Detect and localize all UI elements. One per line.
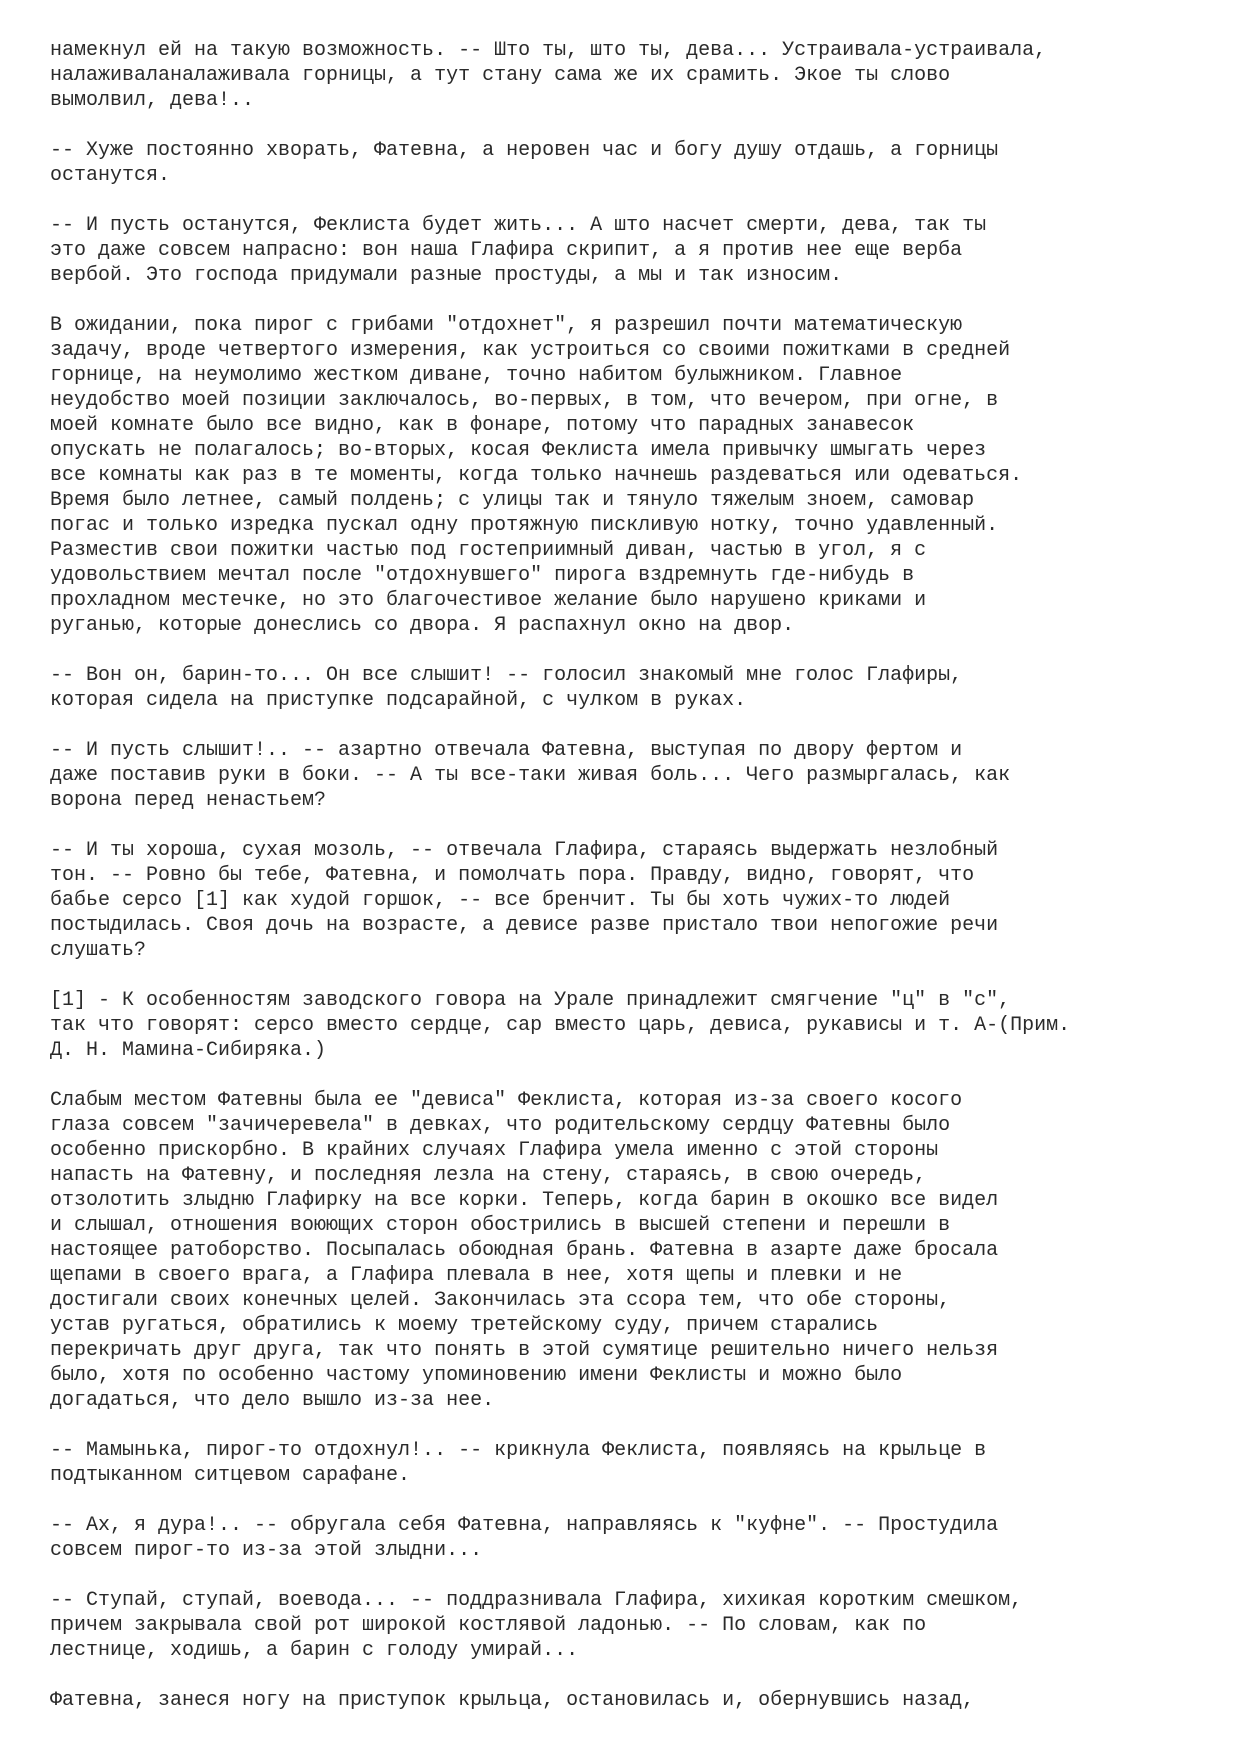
text-line: останутся. — [50, 164, 171, 187]
text-line: погас и только изредка пускал одну протяжную пискливую нотку, точно удавленный. — [50, 514, 999, 537]
text-line: догадаться, что дело вышло из-за нее. — [50, 1389, 495, 1412]
text-line: щепами в своего врага, а Глафира плевала в нее, хотя щепы и плевки и не — [50, 1264, 903, 1287]
text-line: глаза совсем "зачичеревела" в девках, что родительскому сердцу Фатевны было — [50, 1114, 951, 1137]
text-line: -- И ты хороша, сухая мозоль, -- отвечала Глафира, стараясь выдержать незлобный — [50, 839, 999, 862]
text-line: Слабым местом Фатевны была ее "девиса" Феклиста, которая из-за своего косого — [50, 1089, 963, 1112]
text-line: устав ругаться, обратились к моему третейскому суду, причем старались — [50, 1314, 879, 1337]
text-line: В ожидании, пока пирог с грибами "отдохнет", я разрешил почти математическую — [50, 314, 963, 337]
text-line: налаживаланалаживала горницы, а тут стану сама же их срамить. Экое ты слово — [50, 64, 951, 87]
text-line: моей комнате было все видно, как в фонаре, потому что парадных занавесок — [50, 414, 915, 437]
text-line: достигали своих конечных целей. Закончилась эта ссора тем, что обе стороны, — [50, 1289, 951, 1312]
text-line: слушать? — [50, 939, 147, 962]
text-line: совсем пирог-то из-за этой злыдни... — [50, 1539, 483, 1562]
text-line: Фатевна, занеся ногу на приступок крыльца, остановилась и, обернувшись назад, — [50, 1689, 975, 1712]
text-line: задачу, вроде четвертого измерения, как устроиться со своими пожитками в средней — [50, 339, 1011, 362]
text-line: Время было летнее, самый полдень; с улицы так и тянуло тяжелым зноем, самовар — [50, 489, 975, 512]
text-line: было, хотя по особенно частому упоминовению имени Феклисты и можно было — [50, 1364, 903, 1387]
text-line: намекнул ей на такую возможность. -- Што ты, што ты, дева... Устраивала-устраивала, — [50, 39, 1047, 62]
text-line: горнице, на неумолимо жестком диване, точно набитом булыжником. Главное — [50, 364, 903, 387]
paragraph-gap — [50, 963, 1230, 988]
text-line: напасть на Фатевну, и последняя лезла на стену, стараясь, в свою очередь, — [50, 1164, 927, 1187]
text-line: вымолвил, дева!.. — [50, 89, 255, 112]
text-line: лестнице, ходишь, а барин с голоду умирай... — [50, 1639, 579, 1662]
text-line: особенно прискорбно. В крайних случаях Глафира умела именно с этой стороны — [50, 1139, 939, 1162]
text-line: -- И пусть останутся, Феклиста будет жить... А што насчет смерти, дева, так ты — [50, 214, 987, 237]
text-line: все комнаты как раз в те моменты, когда только начнешь раздеваться или одеваться. — [50, 464, 1023, 487]
footnote-line: Д. Н. Мамина-Сибиряка.) — [50, 1039, 327, 1062]
paragraph-gap — [50, 638, 1230, 663]
paragraph-gap — [50, 813, 1230, 838]
text-line: прохладном местечке, но это благочестивое желание было нарушено криками и — [50, 589, 927, 612]
text-line: даже поставив руки в боки. -- А ты все-таки живая боль... Чего размыргалась, как — [50, 764, 1011, 787]
text-line: -- И пусть слышит!.. -- азартно отвечала Фатевна, выступая по двору фертом и — [50, 739, 963, 762]
document-page — [50, 38, 1230, 1713]
text-line: постыдилась. Своя дочь на возрасте, а девисе разве пристало твои непогожие речи — [50, 914, 999, 937]
paragraph-gap — [50, 713, 1230, 738]
text-line: -- Ступай, ступай, воевода... -- поддразнивала Глафира, хихикая коротким смешком, — [50, 1589, 1023, 1612]
text-line: перекричать друг друга, так что понять в этой сумятице решительно ничего нельзя — [50, 1339, 999, 1362]
paragraph-gap — [50, 288, 1230, 313]
text-line: -- Вон он, барин-то... Он все слышит! -- голосил знакомый мне голос Глафиры, — [50, 664, 963, 687]
text-line: причем закрывала свой рот широкой костлявой ладонью. -- По словам, как по — [50, 1614, 927, 1637]
text-line: ворона перед ненастьем? — [50, 789, 327, 812]
text-line: которая сидела на приступке подсарайной, с чулком в руках. — [50, 689, 747, 712]
paragraph-gap — [50, 1413, 1230, 1438]
footnote-line: так что говорят: серсо вместо сердце, сар вместо царь, девиса, рукависы и т. А-(Прим. — [50, 1014, 1071, 1037]
text-line: опускать не полагалось; во-вторых, косая Феклиста имела привычку шмыгать через — [50, 439, 987, 462]
text-line: настоящее ратоборство. Посыпалась обоюдная брань. Фатевна в азарте даже бросала — [50, 1239, 999, 1262]
text-line: это даже совсем напрасно: вон наша Глафира скрипит, а я против нее еще верба — [50, 239, 963, 262]
paragraph-gap — [50, 1663, 1230, 1688]
text-line: вербой. Это господа придумали разные простуды, а мы и так износим. — [50, 264, 843, 287]
text-line: отзолотить злыдню Глафирку на все корки. Теперь, когда барин в окошко все видел — [50, 1189, 999, 1212]
footnote-line: [1] - К особенностям заводского говора на Урале принадлежит смягчение "ц" в "с", — [50, 989, 1011, 1012]
paragraph-gap — [50, 1563, 1230, 1588]
text-line: -- Хуже постоянно хворать, Фатевна, а неровен час и богу душу отдашь, а горницы — [50, 139, 999, 162]
text-line: тон. -- Ровно бы тебе, Фатевна, и помолчать пора. Правду, видно, говорят, что — [50, 864, 975, 887]
text-line: бабье серсо [1] как худой горшок, -- все бренчит. Ты бы хоть чужих-то людей — [50, 889, 951, 912]
text-line: неудобство моей позиции заключалось, во-первых, в том, что вечером, при огне, в — [50, 389, 999, 412]
text-line: удовольствием мечтал после "отдохнувшего" пирога вздремнуть где-нибудь в — [50, 564, 915, 587]
text-line: подтыканном ситцевом сарафане. — [50, 1464, 411, 1487]
paragraph-gap — [50, 1488, 1230, 1513]
paragraph-gap — [50, 113, 1230, 138]
text-line: -- Ах, я дура!.. -- обругала себя Фатевна, направляясь к "куфне". -- Простудила — [50, 1514, 999, 1537]
text-line: Разместив свои пожитки частью под гостеприимный диван, частью в угол, я с — [50, 539, 927, 562]
paragraph-gap — [50, 1063, 1230, 1088]
text-line: и слышал, отношения воюющих сторон обострились в высшей степени и перешли в — [50, 1214, 951, 1237]
text-line: руганью, которые донеслись со двора. Я распахнул окно на двор. — [50, 614, 795, 637]
paragraph-gap — [50, 188, 1230, 213]
text-line: -- Мамынька, пирог-то отдохнул!.. -- крикнула Феклиста, появляясь на крыльце в — [50, 1439, 987, 1462]
